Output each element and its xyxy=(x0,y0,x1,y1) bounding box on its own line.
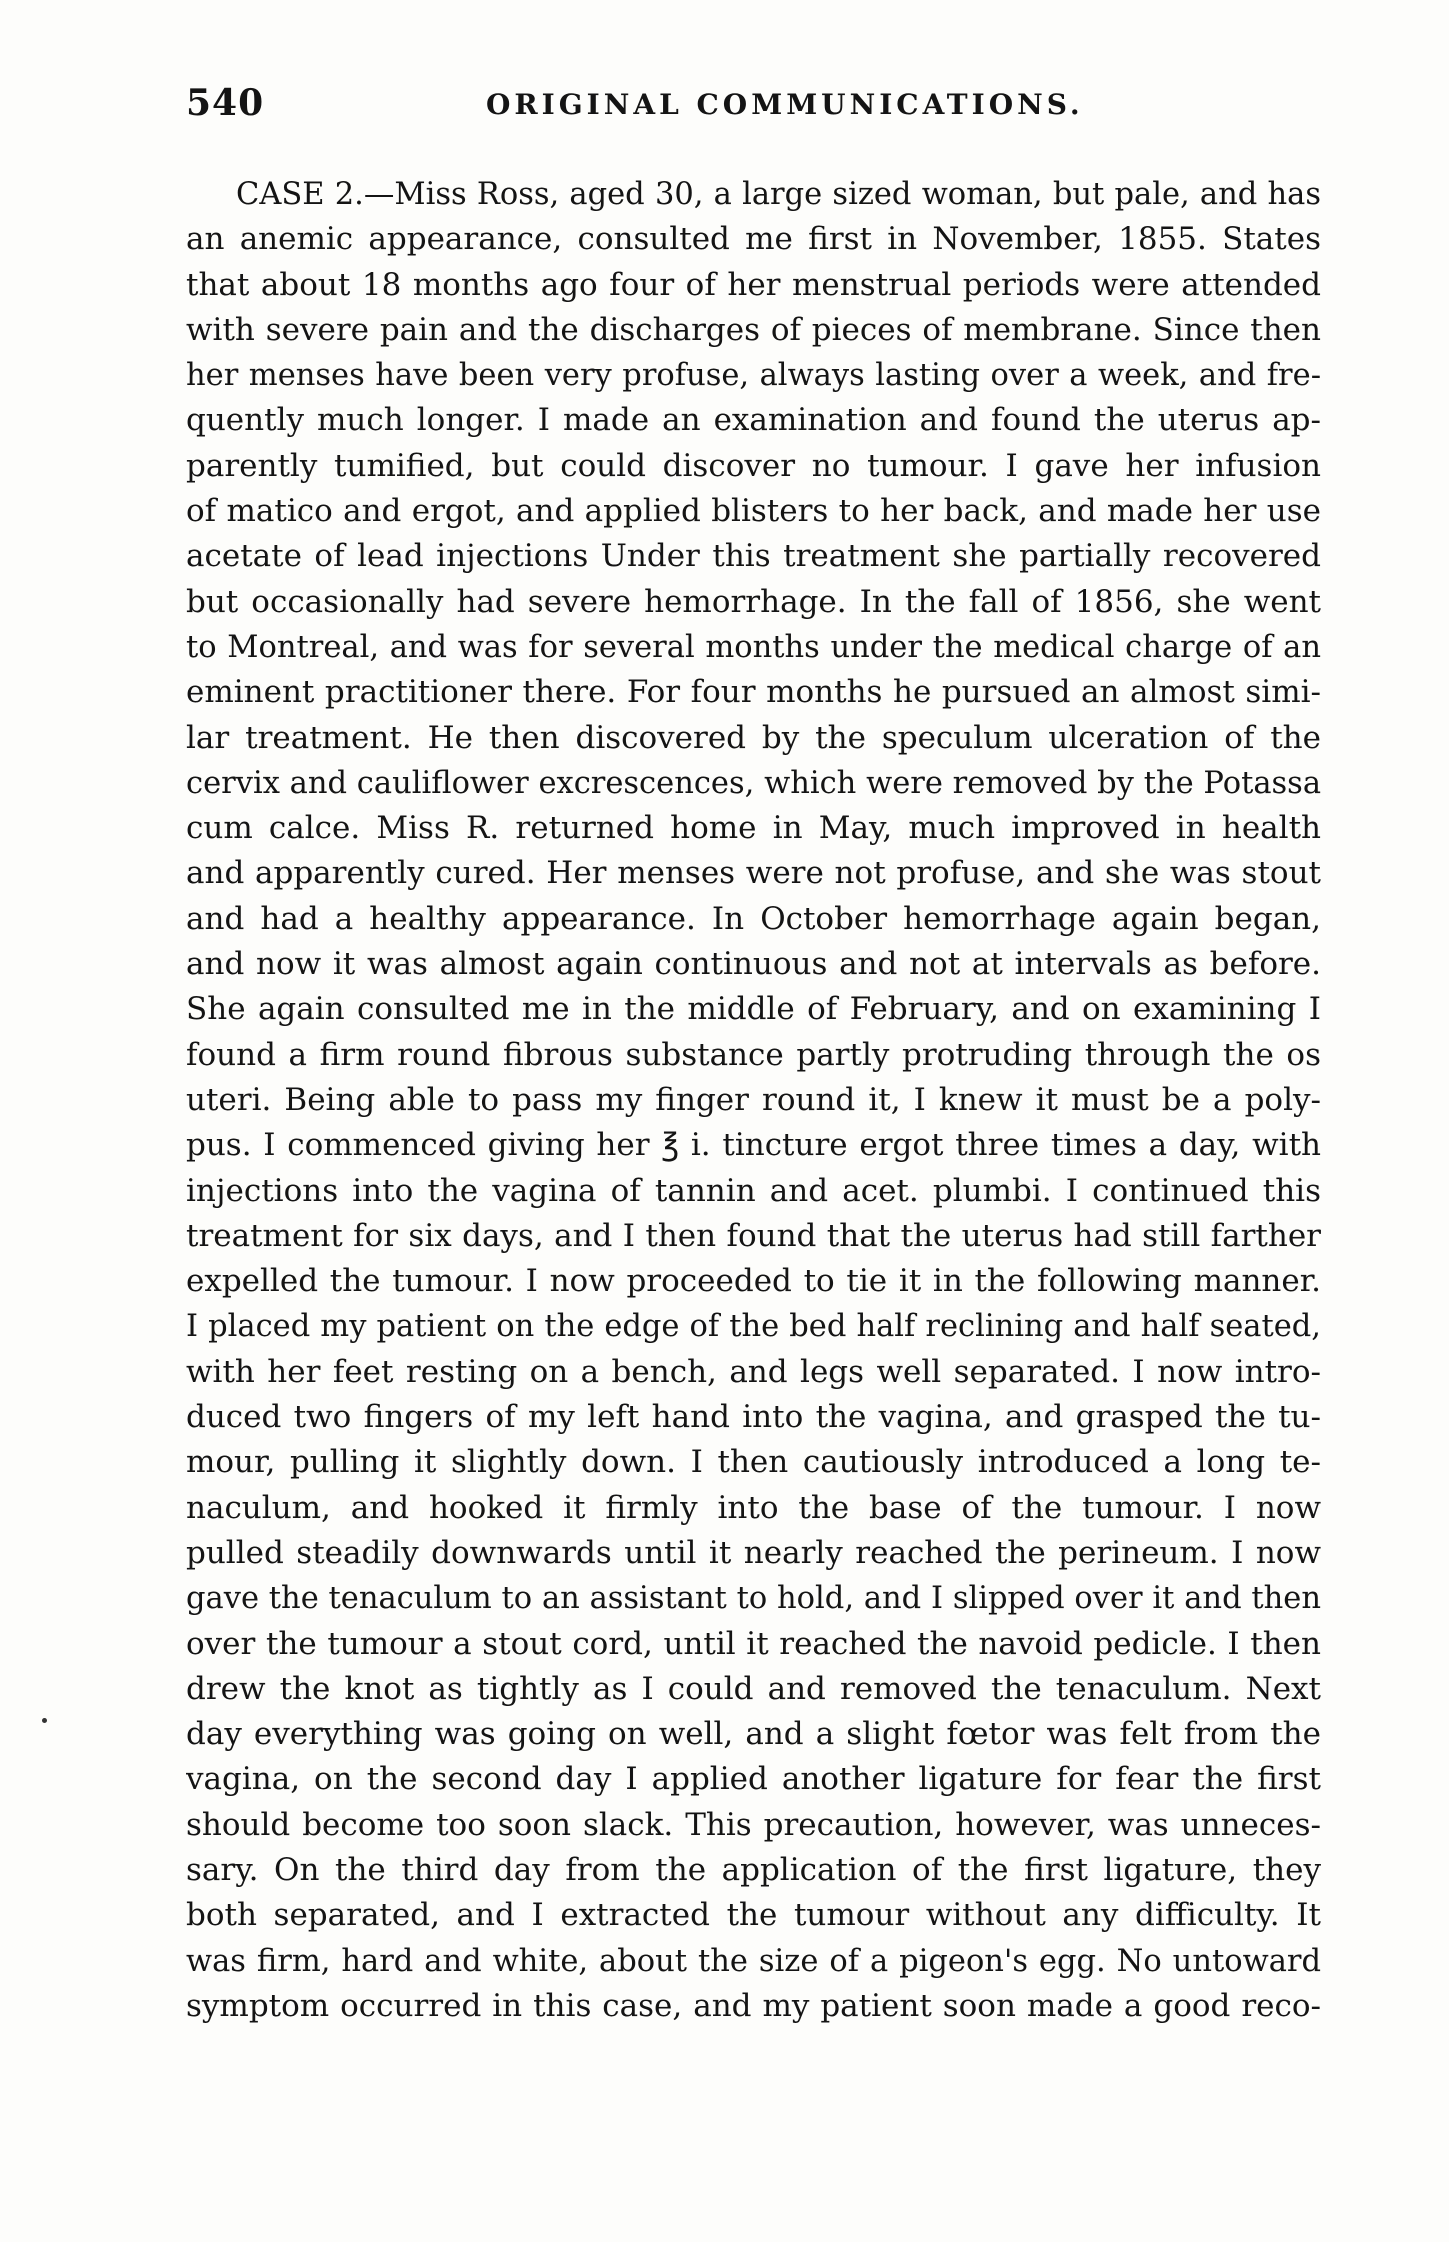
text-line: mour, pulling it slightly down. I then cautiously introduced a long te- xyxy=(186,1444,1321,1481)
text-line: CASE 2.—Miss Ross, aged 30, a large sized woman, but pale, and has xyxy=(236,177,1321,212)
text-line: should become too soon slack. This precaution, however, was unneces- xyxy=(186,1806,1321,1843)
text-line: quently much longer. I made an examination and found the uterus ap- xyxy=(186,402,1321,439)
text-line: injections into the vagina of tannin and acet. plumbi. I continued this xyxy=(186,1172,1321,1209)
margin-speck xyxy=(42,1718,47,1723)
text-line: and now it was almost again continuous and not at intervals as before. xyxy=(186,946,1321,983)
text-line: sary. On the third day from the application of the first ligature, they xyxy=(186,1851,1321,1888)
text-line: pus. I commenced giving her ℥ i. tincture ergot three times a day, with xyxy=(186,1127,1321,1164)
text-line: expelled the tumour. I now proceeded to tie it in the following manner. xyxy=(186,1263,1321,1300)
text-line: over the tumour a stout cord, until it reached the navoid pedicle. I then xyxy=(186,1625,1321,1662)
text-line: gave the tenaculum to an assistant to hold, and I slipped over it and then xyxy=(186,1581,1321,1617)
text-line: vagina, on the second day I applied another ligature for fear the first xyxy=(186,1761,1321,1798)
text-line: treatment for six days, and I then found that the uterus had still farther xyxy=(186,1217,1321,1254)
text-line: cum calce. Miss R. returned home in May, much improved in health xyxy=(186,810,1321,847)
text-line: that about 18 months ago four of her menstrual periods were attended xyxy=(186,266,1321,303)
text-line: but occasionally had severe hemorrhage. In the fall of 1856, she went xyxy=(186,583,1321,620)
running-title: ORIGINAL COMMUNICATIONS. xyxy=(486,88,1084,121)
text-line: I placed my patient on the edge of the bed half reclining and half seated, xyxy=(186,1309,1321,1345)
text-line: to Montreal, and was for several months under the medical charge of an xyxy=(186,629,1321,665)
text-line: She again consulted me in the middle of February, and on examining I xyxy=(186,991,1321,1028)
text-line: cervix and cauliflower excrescences, which were removed by the Potassa xyxy=(186,765,1321,801)
text-line: naculum, and hooked it firmly into the base of the tumour. I now xyxy=(186,1489,1321,1526)
text-line: pulled steadily downwards until it nearly reached the perineum. I now xyxy=(186,1534,1321,1571)
text-line: eminent practitioner there. For four months he pursued an almost simi- xyxy=(186,674,1321,711)
text-line: both separated, and I extracted the tumour without any difficulty. It xyxy=(186,1897,1321,1934)
text-line: an anemic appearance, consulted me first in November, 1855. States xyxy=(186,221,1321,258)
text-line: duced two fingers of my left hand into the vagina, and grasped the tu- xyxy=(186,1399,1321,1436)
text-line: drew the knot as tightly as I could and removed the tenaculum. Next xyxy=(186,1670,1321,1707)
text-line: with her feet resting on a bench, and legs well separated. I now intro- xyxy=(186,1353,1321,1390)
text-line: lar treatment. He then discovered by the speculum ulceration of the xyxy=(186,719,1321,756)
text-line: was firm, hard and white, about the size of a pigeon's egg. No untoward xyxy=(186,1943,1321,1979)
text-line: parently tumified, but could discover no tumour. I gave her infusion xyxy=(186,447,1321,484)
text-line: and had a healthy appearance. In October hemorrhage again began, xyxy=(186,900,1321,937)
text-line: her menses have been very profuse, always lasting over a week, and fre- xyxy=(186,358,1321,394)
text-line: found a firm round fibrous substance partly protruding through the os xyxy=(186,1036,1321,1073)
body-text xyxy=(186,172,1321,2029)
text-line: symptom occurred in this case, and my patient soon made a good reco- xyxy=(186,1987,1321,2024)
text-line: with severe pain and the discharges of pieces of membrane. Since then xyxy=(186,311,1321,348)
text-line: of matico and ergot, and applied blisters to her back, and made her use xyxy=(186,493,1321,530)
text-line: uteri. Being able to pass my finger round it, I knew it must be a poly- xyxy=(186,1081,1321,1118)
text-line: acetate of lead injections Under this treatment she partially recovered xyxy=(186,538,1321,575)
text-line: day everything was going on well, and a slight fœtor was felt from the xyxy=(186,1716,1321,1753)
page-number: 540 xyxy=(186,82,265,124)
running-head xyxy=(186,82,1321,132)
text-line: and apparently cured. Her menses were not profuse, and she was stout xyxy=(186,855,1321,892)
